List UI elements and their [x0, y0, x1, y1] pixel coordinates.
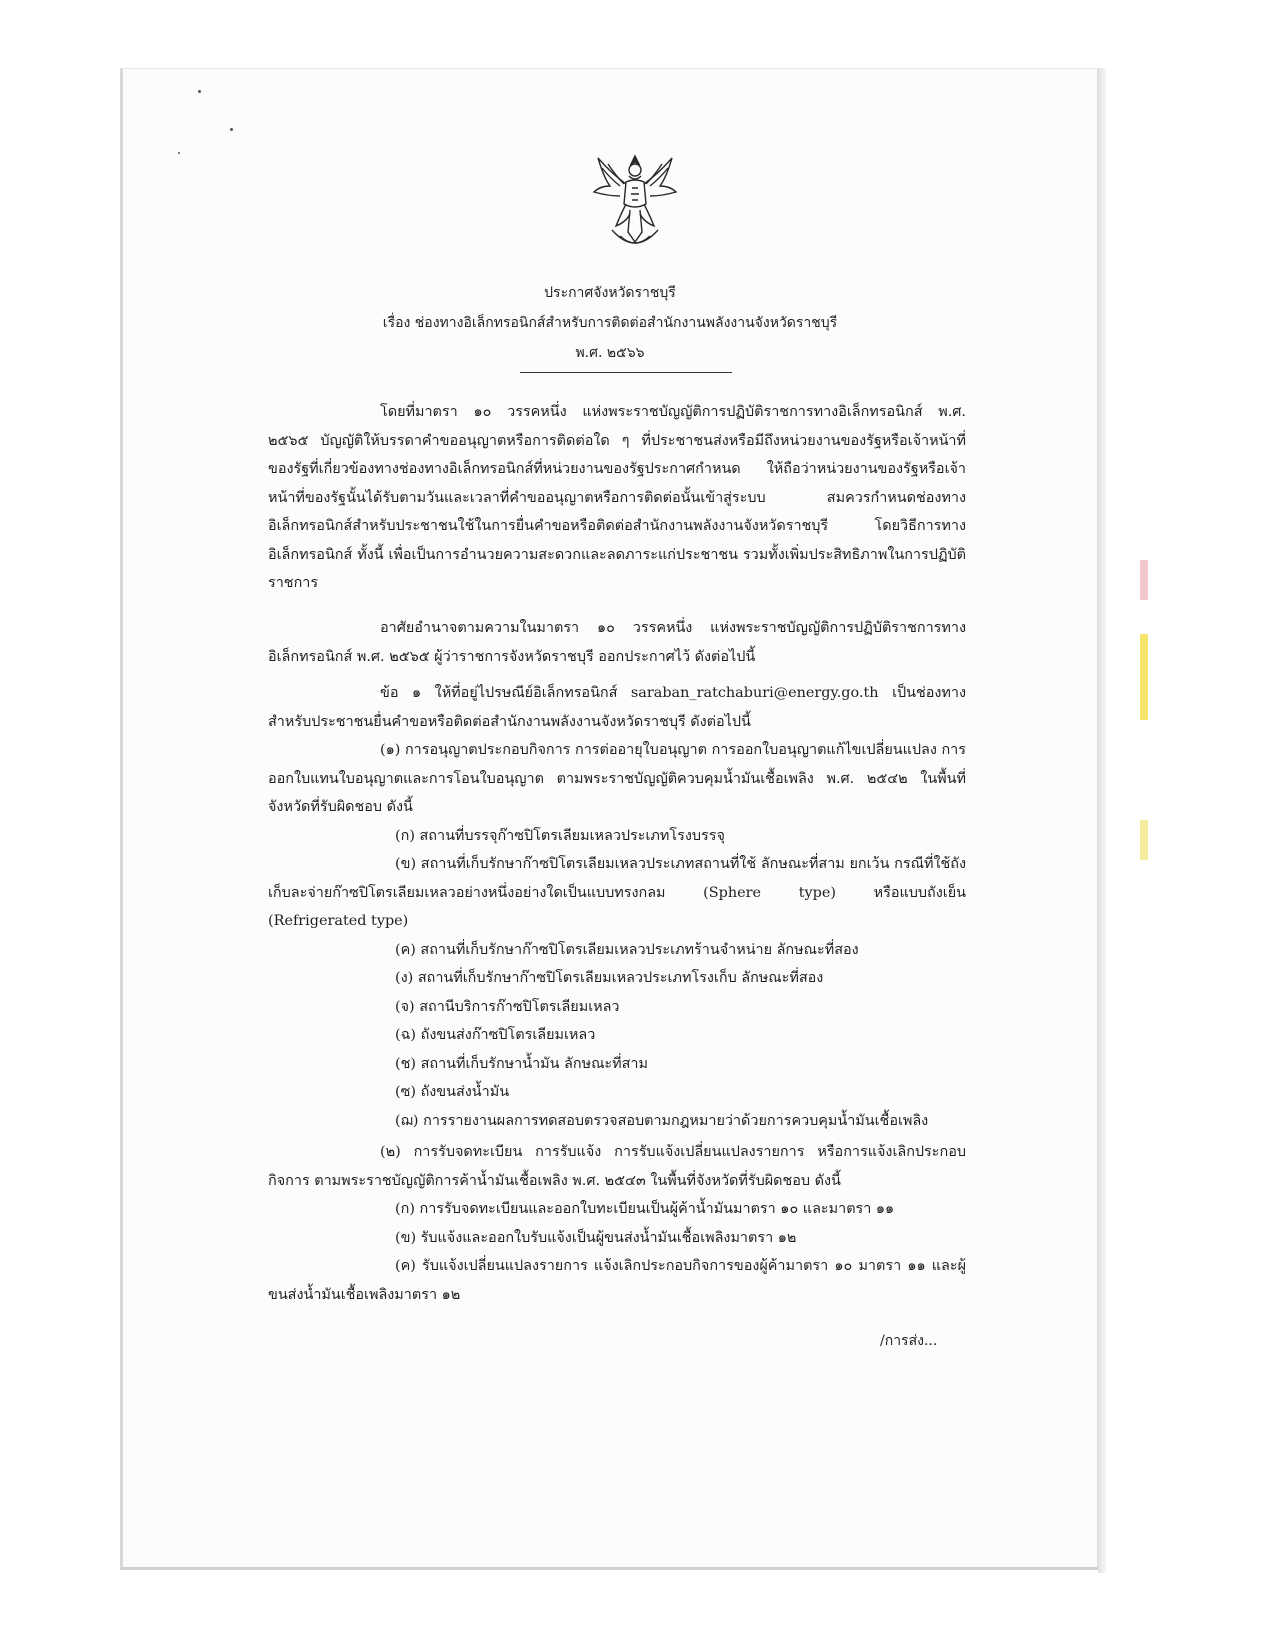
list-item: (ง) สถานที่เก็บรักษาก๊าซปิโตรเลียมเหลวประเภทโรงเก็บ ลักษณะที่สอง — [395, 970, 824, 986]
list-item: (ข) สถานที่เก็บรักษาก๊าซปิโตรเลียมเหลวประเภทสถานที่ใช้ ลักษณะที่สาม ยกเว้น กรณีที่ใช้ถังเก็บละจ่ายก๊าซปิโตรเลียมเหลวอย่างหนึ่งอย่างใดเป็นแบบทรงกลม (Sphere type) หรือแบบถังเย็น (Refrigerated type) — [268, 856, 966, 929]
garuda-emblem-icon — [590, 152, 680, 254]
list-item: (ข) รับแจ้งและออกใบรับแจ้งเป็นผู้ขนส่งน้ำมันเชื้อเพลิงมาตรา ๑๒ — [395, 1229, 797, 1246]
paragraph-authority — [268, 614, 966, 671]
item-2-list — [268, 1138, 966, 1309]
paragraph-clause-1 — [268, 679, 966, 736]
list-item: (ฉ) ถังขนส่งก๊าซปิโตรเลียมเหลว — [395, 1027, 596, 1043]
document-year: พ.ศ. ๒๕๖๖ — [575, 345, 645, 361]
item-1-text: (๑) การอนุญาตประกอบกิจการ การต่ออายุใบอนุญาต การออกใบอนุญาตแก้ไขเปลี่ยนแปลง การออกใบแทนใบอนุญาตและการโอนใบอนุญาต ตามพระราชบัญญัติควบคุมน้ำมันเชื้อเพลิง พ.ศ. ๒๕๔๒ ในพื้นที่จังหวัดที่รับผิดชอบ ดังนี้ — [268, 742, 966, 815]
list-item: (ฌ) การรายงานผลการทดสอบตรวจสอบตามกฎหมายว่าด้วยการควบคุมน้ำมันเชื้อเพลิง — [395, 1112, 929, 1129]
list-item: (ก) การรับจดทะเบียนและออกใบทะเบียนเป็นผู้ค้าน้ำมันมาตรา ๑๐ และมาตรา ๑๑ — [395, 1201, 895, 1217]
document-subject: เรื่อง ช่องทางอิเล็กทรอนิกส์สำหรับการติดต่อสำนักงานพลังงานจังหวัดราชบุรี — [382, 315, 838, 331]
page-tab-pink — [1140, 560, 1148, 600]
scan-speck — [198, 90, 201, 93]
list-item: (ก) สถานที่บรรจุก๊าซปิโตรเลียมเหลวประเภทโรงบรรจุ — [395, 827, 725, 844]
paragraph-text: อาศัยอำนาจตามความในมาตรา ๑๐ วรรคหนึ่ง แห่งพระราชบัญญัติการปฏิบัติราชการทางอิเล็กทรอนิกส์ พ.ศ. ๒๕๖๕ ผู้ว่าราชการจังหวัดราชบุรี ออกประกาศไว้ ดังต่อไปนี้ — [268, 620, 966, 665]
item-1-list — [268, 736, 966, 1135]
title-divider — [520, 372, 732, 373]
list-item: (จ) สถานีบริการก๊าซปิโตรเลียมเหลว — [395, 998, 620, 1015]
list-item: (ค) รับแจ้งเปลี่ยนแปลงรายการ แจ้งเลิกประกอบกิจการของผู้ค้ามาตรา ๑๐ มาตรา ๑๑ และผู้ขนส่งน้ำมันเชื้อเพลิงมาตรา ๑๒ — [268, 1258, 966, 1303]
page-tab-yellow — [1140, 634, 1148, 720]
paragraph-text: ข้อ ๑ ให้ที่อยู่ไปรษณีย์อิเล็กทรอนิกส์ saraban_ratchaburi@energy.go.th เป็นช่องทางสำหรับประชาชนยื่นคำขอหรือติดต่อสำนักงานพลังงานจังหวัดราชบุรี ดังต่อไปนี้ — [268, 685, 966, 730]
list-item: (ค) สถานที่เก็บรักษาก๊าซปิโตรเลียมเหลวประเภทร้านจำหน่าย ลักษณะที่สอง — [395, 941, 859, 958]
list-item: (ช) สถานที่เก็บรักษาน้ำมัน ลักษณะที่สาม — [395, 1055, 648, 1072]
scan-speck — [178, 152, 180, 154]
list-item: (ซ) ถังขนส่งน้ำมัน — [395, 1084, 510, 1100]
continued-marker: /การส่ง... — [880, 1333, 938, 1349]
scan-speck — [230, 128, 233, 131]
paragraph-text: โดยที่มาตรา ๑๐ วรรคหนึ่ง แห่งพระราชบัญญัติการปฏิบัติราชการทางอิเล็กทรอนิกส์ พ.ศ. ๒๕๖๕ บัญญัติให้บรรดาคำขออนุญาตหรือการติดต่อใด ๆ ที่ประชาชนส่งหรือมีถึงหน่วยงานของรัฐหรือเจ้าหน้าที่ของรัฐที่เกี่ยวข้องทางช่องทางอิเล็กทรอนิกส์ที่หน่วยงานของรัฐประกาศกำหนด ให้ถือว่าหน่วยงานของรัฐหรือเจ้าหน้าที่ของรัฐนั้นได้รับตามวันและเวลาที่คำขออนุญาตหรือการติดต่อนั้นเข้าสู่ระบบ สมควรกำหนดช่องทางอิเล็กทรอนิกส์สำหรับประชาชนใช้ในการยื่นคำขอหรือติดต่อสำนักงานพลังงานจังหวัดราชบุรี โดยวิธีการทางอิเล็กทรอนิกส์ ทั้งนี้ เพื่อเป็นการอำนวยความสะดวกและลดภาระแก่ประชาชน รวมทั้งเพิ่มประสิทธิภาพในการปฏิบัติราชการ — [268, 404, 966, 591]
document-title: ประกาศจังหวัดราชบุรี — [544, 285, 676, 301]
page-tab-yellow-light — [1140, 820, 1148, 860]
item-2-text: (๒) การรับจดทะเบียน การรับแจ้ง การรับแจ้งเปลี่ยนแปลงรายการ หรือการแจ้งเลิกประกอบกิจการ ตามพระราชบัญญัติการค้าน้ำมันเชื้อเพลิง พ.ศ. ๒๕๔๓ ในพื้นที่จังหวัดที่รับผิดชอบ ดังนี้ — [268, 1144, 966, 1189]
paragraph-preamble — [268, 398, 966, 598]
